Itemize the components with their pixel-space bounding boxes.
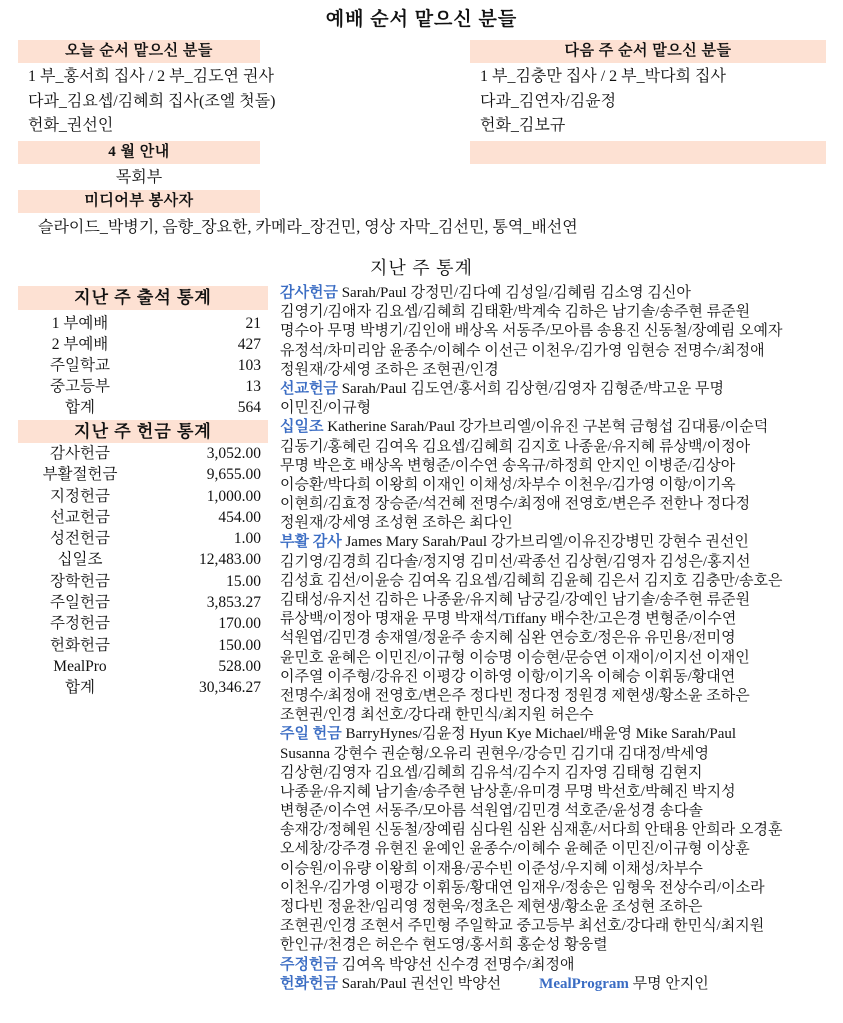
offering-value: 528.00 [218,657,261,675]
donor-names: 정원재/강세영 조하은 조현권/인경 [280,361,499,378]
donor-names: 변형준/이수연 서동주/모아름 석원엽/김민경 석호준/윤성경 송다솔 [280,803,703,820]
donor-names: 김태성/유지선 김하은 나종윤/유지혜 남궁길/강예인 남기솔/송주현 류준원 [280,592,751,608]
today-heading: 오늘 순서 맡으신 분들 [18,40,260,63]
donor-names: Sarah/Paul 권선인 박양선 [341,975,502,992]
offering-value: 3,853.27 [206,594,261,612]
offering-heading: 지난 주 헌금 통계 [18,420,268,443]
offering-row [18,656,268,677]
donor-names: 윤민호 윤혜은 이민진/이규형 이승명 이승현/문승연 이재이/이지선 이재인 [280,649,750,666]
donor-names: 조현권/인경 조현서 주민형 주일학교 중고등부 최선호/강다래 한민식/최지원 [280,918,765,935]
donor-line [280,476,826,495]
empty-header-bar [470,141,826,164]
donor-names: 조현권/인경 최선호/강다래 한민식/최지원 허은수 [280,707,594,724]
donor-names: 류상백/이정아 명재윤 무명 박재석/Tiffany 배수찬/고은경 변형준/이수연 [280,611,737,628]
donor-line [280,936,826,955]
today-line: 헌화_권선인 [28,117,114,134]
next-week-heading: 다음 주 순서 맡으신 분들 [470,40,826,63]
offering-value: 150.00 [218,636,261,654]
attendance-value: 564 [237,399,261,416]
offering-row [18,571,268,592]
offering-row [18,677,268,698]
donor-names: Sarah/Paul 강정민/김다예 김성일/김혜림 김소영 김신아 [341,285,691,301]
offering-value: 3,052.00 [206,445,261,462]
offering-row [18,592,268,613]
offering-row [18,464,268,485]
next-week-line: 헌화_김보규 [480,117,566,134]
offering-value: 170.00 [218,615,261,633]
donor-line [280,591,826,610]
donor-names: Susanna 강현수 권순형/오유리 권현우/강승민 김기대 김대정/박세영 [280,745,710,762]
donor-line [280,879,826,898]
donor-names: 김상현/김영자 김요셉/김혜희 김유석/김수지 김자영 김태형 김현지 [280,764,703,781]
offering-label: 주일헌금 [50,594,110,612]
donor-names: Katherine Sarah/Paul 강가브리엘/이유진 구본혁 금형섭 김대룡/이순덕 [327,419,769,436]
donor-line [280,649,826,668]
offering-type-label: 주정헌금 [280,956,338,973]
donor-names: 오세창/강주경 유현진 윤예인 윤종수/이혜수 윤혜준 이민진/이규형 이상훈 [280,841,750,858]
attendance-row [18,376,268,397]
attendance-table [18,313,268,418]
donor-names: James Mary Sarah/Paul 강가브리엘/이유진강병민 강현수 권선인 [345,534,749,551]
stats-title: 지난 주 통계 [370,258,473,278]
attendance-label: 합계 [65,399,95,416]
attendance-value: 21 [245,315,261,332]
donor-line [280,322,826,341]
attendance-label: 중고등부 [50,378,110,395]
attendance-label: 2 부예배 [51,336,109,353]
offering-table [18,443,268,699]
next-week-line: 1 부_김충만 집사 / 2 부_박다희 집사 [480,68,726,85]
donor-names: 이승원/이유량 이왕희 이재용/공수빈 이준성/우지혜 이채성/차부수 [280,860,703,877]
donor-line [280,745,826,764]
donor-names: 석원엽/김민경 송재열/정윤주 송지혜 심완 연승호/정은유 유민용/전미영 [280,630,736,647]
offering-value: 12,483.00 [199,551,261,569]
offering-row [18,507,268,528]
donor-line [280,668,826,687]
donor-names: 한인규/천경은 허은수 현도영/홍서희 홍순성 황웅렬 [280,937,608,954]
donor-names: 전명수/최정애 전영호/변은주 정다빈 정다정 정원경 제현생/황소윤 조하은 [280,687,750,704]
donor-names: 명수아 무명 박병기/김인애 배상옥 서동주/모아름 송용진 신동철/장예림 오예자 [280,323,783,340]
attendance-row [18,397,268,418]
donor-line [280,725,826,744]
offering-row [18,613,268,634]
donor-line [280,457,826,476]
donor-line [280,898,826,917]
donor-line [280,840,826,859]
donor-list [280,284,826,1009]
offering-value: 9,655.00 [206,466,261,484]
donor-names: 송재강/정혜원 신동철/장예림 심다원 심완 심재훈/서다희 안태용 안희라 오경훈 [280,822,783,839]
offering-row [18,443,268,464]
offering-type-label: 감사헌금 [280,285,338,301]
media-heading: 미디어부 봉사자 [18,190,260,213]
offering-row [18,528,268,549]
donor-line [280,342,826,361]
offering-value: 454.00 [218,508,261,526]
today-line: 다과_김요셉/김혜희 집사(조엘 첫돌) [28,92,276,110]
next-week-line: 다과_김연자/김윤정 [480,92,617,110]
donor-line [280,572,826,591]
donor-names: 나종윤/유지혜 남기솔/송주현 남상훈/유미경 무명 박선호/박혜진 박지성 [280,783,736,800]
donor-names: Sarah/Paul 김도연/홍서희 김상현/김영자 김형준/박고운 무명 [341,380,725,397]
offering-type-label: 십일조 [280,419,324,436]
donor-line [280,610,826,629]
media-volunteers: 슬라이드_박병기, 음향_장요한, 카메라_장건민, 영상 자막_김선민, 통역_배선연 [38,219,578,236]
donor-names: 정원재/강세영 조성현 조하은 최다인 [280,515,513,532]
donor-names: 유정석/차미리암 윤종수/이혜수 이선근 이천우/김가영 임현승 전명수/최정애 [280,342,765,359]
attendance-label: 1 부예배 [51,315,109,332]
donor-line [280,821,826,840]
donor-line [280,284,826,303]
donor-line [280,399,826,418]
attendance-value: 103 [237,357,261,374]
offering-label: 감사헌금 [50,445,110,462]
donor-line [280,802,826,821]
donor-names: 정다빈 정윤찬/임리영 정현욱/정초은 제현생/황소윤 조성현 조하은 [280,899,703,915]
today-line: 1 부_홍서희 집사 / 2 부_김도연 권사 [28,68,274,85]
donor-names: 이현희/김효정 장승준/석건혜 전명수/최정애 전영호/변은주 전한나 정다정 [280,496,751,513]
donor-names: 김성효 김선/이윤승 김여옥 김요셉/김혜희 김윤혜 김은서 김지호 김충만/송호은 [280,572,783,589]
notice-text: 목회부 [115,169,163,186]
offering-label: 장학헌금 [50,572,110,590]
attendance-heading: 지난 주 출석 통계 [18,286,268,310]
donor-names: 이민진/이규형 [280,400,372,417]
offering-value: 1,000.00 [206,487,261,505]
donor-line [280,303,826,322]
offering-label: 부활절헌금 [42,466,118,484]
donor-names: 무명 안지인 [632,975,709,992]
offering-label: 성전헌금 [50,530,110,548]
offering-row [18,549,268,570]
donor-line [280,361,826,380]
offering-row [18,486,268,507]
attendance-value: 427 [237,336,261,353]
offering-label: 합계 [65,679,95,697]
donor-line [280,860,826,879]
donor-line [280,380,826,399]
offering-type-label: 헌화헌금 [280,975,338,992]
offering-label: 헌화헌금 [50,636,110,654]
donor-names: 김기영/김경희 김다솔/정지영 김미선/곽종선 김상현/김영자 김성은/홍지선 [280,553,751,570]
offering-label: 지정헌금 [50,487,110,505]
donor-line [280,975,826,994]
donor-line [280,533,826,552]
notice-heading: 4 월 안내 [18,141,260,164]
donor-line [280,956,826,975]
offering-label: MealPro [53,657,107,675]
attendance-value: 13 [245,378,261,395]
offering-type-label: 선교헌금 [280,380,338,397]
donor-line [280,514,826,533]
donor-names: 김영기/김애자 김요셉/김혜희 김태환/박계숙 김하은 남기솔/송주현 류준원 [280,304,751,321]
attendance-row [18,355,268,376]
offering-value: 30,346.27 [199,679,261,697]
offering-type-label: 부활 감사 [280,534,342,551]
offering-type-label: 주일 헌금 [280,726,342,743]
donor-line [280,629,826,648]
donor-line [280,438,826,457]
donor-names: 이승환/박다희 이왕희 이재인 이채성/차부수 이천우/김가영 이항/이기옥 [280,476,736,493]
donor-names: 김여옥 박양선 신수경 전명수/최정애 [341,956,575,973]
offering-value: 1.00 [233,530,261,548]
donor-names: BarryHynes/김윤정 Hyun Kye Michael/배윤영 Mike Sarah/Paul [345,726,737,743]
donor-line [280,917,826,936]
offering-row [18,635,268,656]
donor-line [280,495,826,514]
offering-type-label: MealProgram [539,975,629,992]
attendance-row [18,313,268,334]
offering-label: 선교헌금 [50,508,110,526]
donor-names: 무명 박은호 배상옥 변형준/이수연 송옥규/하정희 안지인 이병준/김상아 [280,457,736,474]
donor-line [280,706,826,725]
donor-names: 이천우/김가영 이평강 이휘동/황대연 임재우/정송은 임형욱 전상수리/이소라 [280,879,765,896]
today-list [28,65,458,139]
doc-title: 예배 순서 맡으신 분들 [325,9,518,30]
offering-label: 주정헌금 [50,615,110,633]
donor-line [280,764,826,783]
attendance-row [18,334,268,355]
next-week-list [480,65,826,139]
offering-label: 십일조 [57,551,103,569]
donor-line [280,687,826,706]
attendance-label: 주일학교 [50,357,110,374]
donor-line [280,553,826,572]
donor-names: 김동기/홍혜린 김여옥 김요셉/김혜희 김지호 나종윤/유지혜 류상백/이정아 [280,438,751,455]
donor-line [280,418,826,437]
donor-line [280,783,826,802]
donor-names: 이주열 이주형/강유진 이평강 이하영 이항/이기옥 이혜승 이휘동/황대연 [280,668,736,685]
offering-value: 15.00 [226,572,261,590]
